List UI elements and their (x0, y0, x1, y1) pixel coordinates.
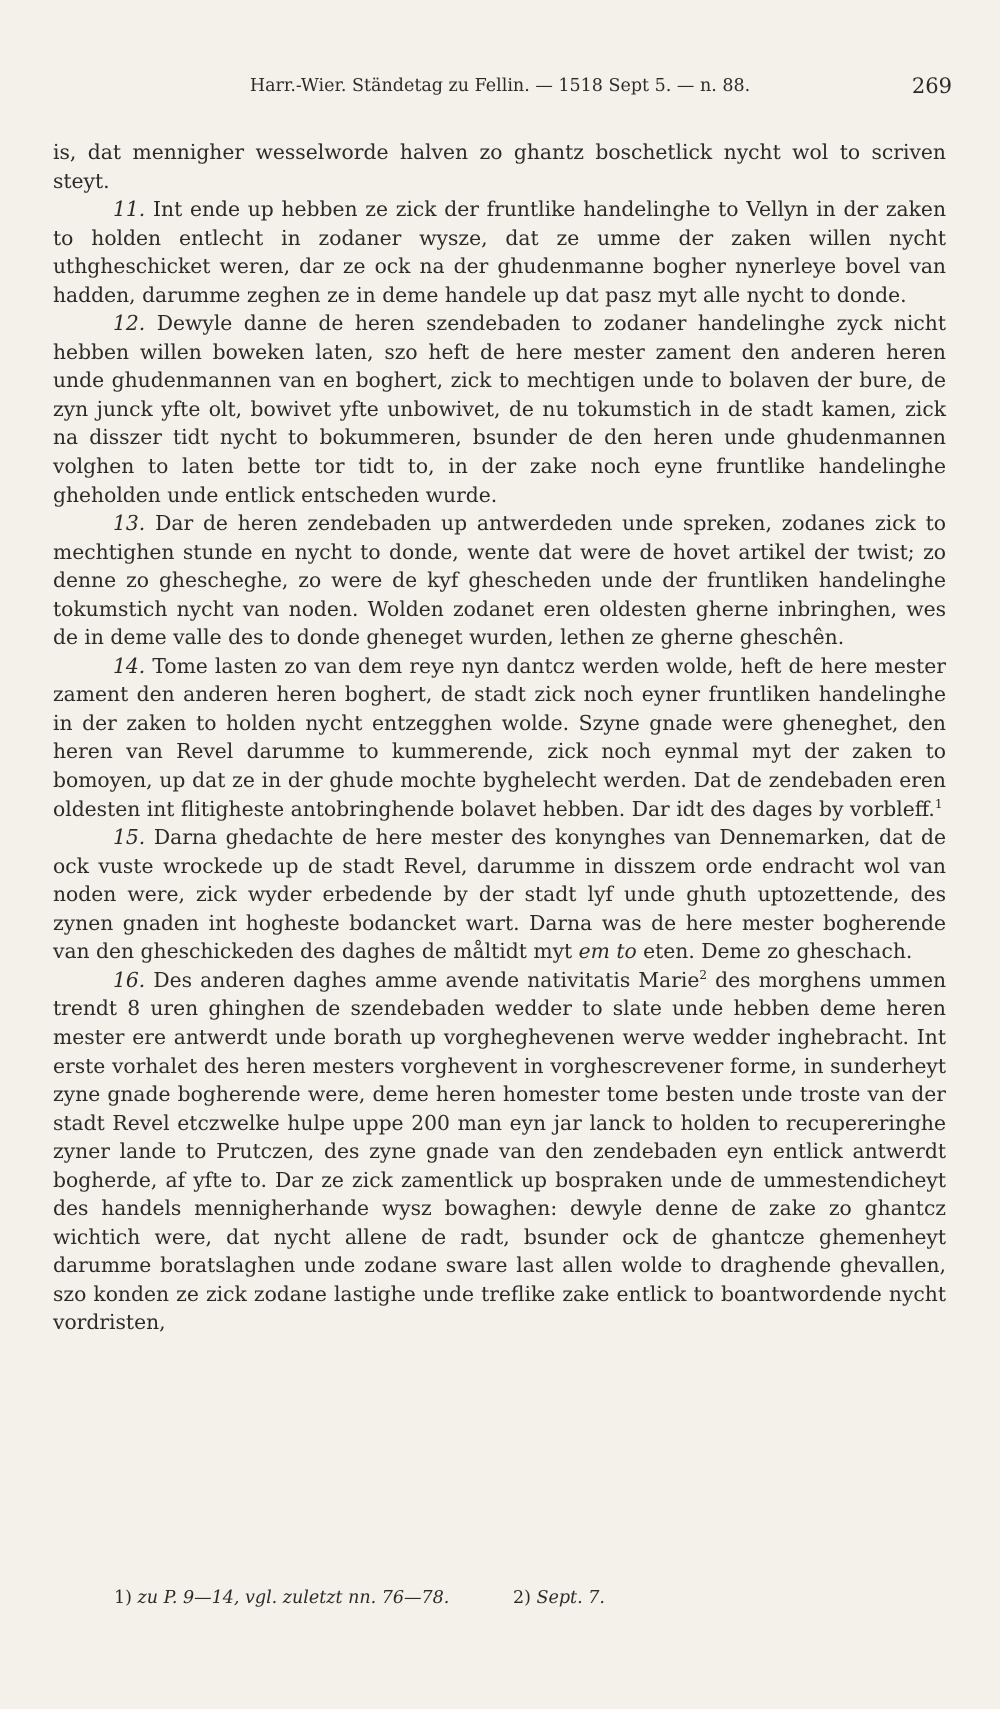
page-number: 269 (911, 74, 952, 98)
paragraph-text-start: Des anderen daghes amme avende nativitatis Marie (153, 967, 700, 992)
footnotes (114, 1588, 914, 1608)
paragraph-14 (53, 652, 946, 823)
footnote-ref: 1 (934, 796, 943, 811)
footnote-marker: 1) (114, 1588, 132, 1608)
paragraph-number: 13. (113, 511, 146, 536)
footnote-text: Sept. 7. (536, 1588, 605, 1608)
italic-phrase: em to (578, 939, 637, 964)
paragraph-text: Tome lasten zo van dem reye nyn dantcz werden wolde, heft de here mester zament den anderen heren boghert, de stadt zick noch eyner fruntliken handelinghe in der zaken to holden nycht entzegghen wolde. Szyne gnade were gheneghet, den heren van Revel darumme to kummerende, zick noch eynmal myt der zaken to bomoyen, up dat ze in der ghude mochte byghelecht werden. Dat de zendebaden eren oldesten int flitigheste antobringhende bolavet hebben. Dar idt des dages by vorbleff. (53, 653, 947, 821)
footnote-1 (114, 1588, 449, 1608)
paragraph-number: 11. (113, 197, 146, 222)
paragraph-number: 16. (113, 967, 146, 992)
paragraph-text: Int ende up hebben ze zick der fruntlike handelinghe to Vellyn in der zaken to holden entlecht in zodaner wysze, dat ze umme der zaken willen nycht uthgheschicket weren, dar ze ock na der ghudenmanne bogher nynerleye bovel van hadden, darumme zeghen ze in deme handele up dat pasz myt alle nycht to donde. (53, 197, 946, 307)
paragraph-text: Dar de heren zendebaden up antwerdeden unde spreken, zodanes zick to mechtighen stunde en nycht to donde, wente dat were de hovet artikel der twist; zo denne zo ghescheghe, zo were de kyf ghescheden unde der fruntliken handelinghe tokumstich nycht van noden. Wolden zodanet eren oldesten gherne inbringhen, wes de in deme valle des to donde gheneget wurden, lethen ze gherne gheschên. (53, 511, 946, 650)
opening-paragraph: is, dat mennigher wesselworde halven zo ghantz boschetlick nycht wol to scriven steyt. (53, 140, 946, 193)
footnote-2 (513, 1588, 605, 1608)
paragraph-number: 15. (113, 825, 146, 850)
footnote-text: zu P. 9—14, vgl. zuletzt nn. 76—78. (137, 1588, 450, 1608)
body-text (53, 138, 946, 1337)
paragraph-13 (53, 509, 946, 652)
paragraph-number: 14. (113, 653, 146, 678)
paragraph-11 (53, 195, 946, 309)
paragraph-text: Dewyle danne de heren szendebaden to zodaner handelinghe zyck nicht hebben willen boweken laten, szo heft de here mester zament den anderen heren unde ghudenmannen van en boghert, zick to mechtigen unde to bolaven der bure, de zyn junck yfte olt, bowivet yfte unbowivet, de nu tokumstich in de stadt kamen, zick na disszer tidt nycht to bokummeren, bsunder de den heren unde ghudenmannen volghen to laten bette tor tidt to, in der zake noch eyne fruntlike handelinghe gheholden unde entlick entscheden wurde. (53, 311, 946, 507)
paragraph-16 (53, 966, 946, 1337)
paragraph-text: Darna ghedachte de here mester des konynghes van Dennemarken, dat de ock vuste wrockede up de stadt Revel, darumme in disszem orde endracht wol van noden were, zick wyder erbedende by der stadt lyf unde ghuth uptozettende, des zynen gnaden int hogheste bodancket wart. Darna was de here mester bogherende van den gheschickeden des daghes de måltidt myt (53, 825, 946, 964)
running-head: Harr.-Wier. Ständetag zu Fellin. — 1518 Sept 5. — n. 88. (249, 76, 751, 96)
paragraph-text-end: eten. Deme zo gheschach. (643, 939, 913, 964)
footnote-ref: 2 (699, 967, 708, 982)
paragraph-12 (53, 309, 946, 509)
paragraph-text: des morghens ummen trendt 8 uren ghinghen de szendebaden wedder to slate unde hebben deme heren mester ere antwerdt unde borath up vorgheghevenen werve wedder inghebracht. Int erste vorhalet des heren mesters vorghevent in vorghescrevener forme, in sunderheyt zyne gnade bogherende were, deme heren homester tome besten unde troste van der stadt Revel etczwelke hulpe uppe 200 man eyn jar lanck to holden to recupereringhe zyner lande to Prutczen, des zyne gnade van den zendebaden eyn entlick antwerdt bogherde, af yfte to. Dar ze zick zamentlick up bospraken unde de ummestendicheyt des handels mennigherhande wysz bowaghen: dewyle denne de zake zo ghantcz wichtich were, dat nycht allene de radt, bsunder ock de ghantcze ghemenheyt darumme boratslaghen unde zodane sware last allen wolde to draghende ghevallen, szo konden ze zick zodane lastighe unde treflike zake entlick to boantwordende nycht vordristen, (53, 967, 947, 1335)
paragraph-15 (53, 823, 946, 966)
paragraph-number: 12. (113, 311, 146, 336)
footnote-marker: 2) (512, 1588, 531, 1608)
page-header (0, 72, 1000, 102)
